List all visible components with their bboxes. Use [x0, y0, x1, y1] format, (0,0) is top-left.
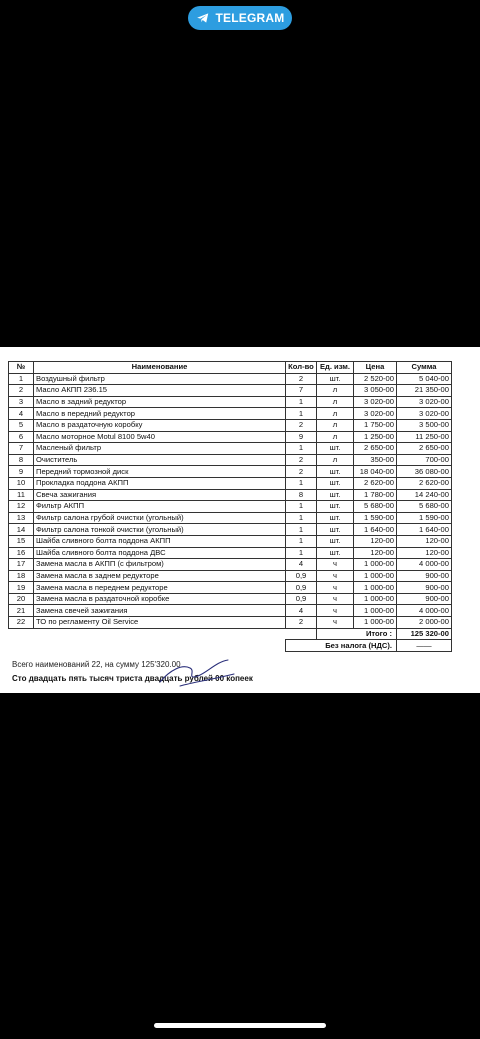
- cell-sum: 14 240-00: [397, 489, 452, 501]
- cell-num: 2: [9, 385, 34, 397]
- cell-sum: 3 020-00: [397, 396, 452, 408]
- cell-price: 1 000-00: [354, 617, 397, 629]
- cell-num: 14: [9, 524, 34, 536]
- cell-num: 18: [9, 570, 34, 582]
- cell-name: Очиститель: [34, 454, 286, 466]
- cell-qty: 1: [286, 443, 317, 455]
- cell-unit: ч: [317, 593, 354, 605]
- cell-price: 2 520-00: [354, 373, 397, 385]
- cell-sum: 21 350-00: [397, 385, 452, 397]
- cell-unit: л: [317, 419, 354, 431]
- cell-unit: шт.: [317, 477, 354, 489]
- summary-words-line: Сто двадцать пять тысяч триста двадцать рублей 00 копеек: [12, 674, 253, 683]
- cell-num: 17: [9, 559, 34, 571]
- table-row: [9, 559, 452, 571]
- cell-qty: 1: [286, 501, 317, 513]
- col-header-sum: Сумма: [397, 362, 452, 374]
- cell-price: 3 020-00: [354, 396, 397, 408]
- cell-price: 2 650-00: [354, 443, 397, 455]
- cell-price: 1 780-00: [354, 489, 397, 501]
- table-row: [9, 570, 452, 582]
- cell-sum: 3 500-00: [397, 419, 452, 431]
- cell-unit: шт.: [317, 466, 354, 478]
- table-row: [9, 535, 452, 547]
- cell-sum: 11 250-00: [397, 431, 452, 443]
- cell-unit: ч: [317, 617, 354, 629]
- cell-sum: 2 000-00: [397, 617, 452, 629]
- cell-qty: 2: [286, 419, 317, 431]
- cell-qty: 0,9: [286, 570, 317, 582]
- cell-qty: 4: [286, 559, 317, 571]
- table-row: [9, 547, 452, 559]
- cell-num: 19: [9, 582, 34, 594]
- cell-num: 3: [9, 396, 34, 408]
- cell-unit: шт.: [317, 547, 354, 559]
- table-row: [9, 396, 452, 408]
- cell-price: 120-00: [354, 535, 397, 547]
- cell-unit: ч: [317, 605, 354, 617]
- cell-qty: 7: [286, 385, 317, 397]
- table-row: [9, 454, 452, 466]
- cell-price: 1 000-00: [354, 570, 397, 582]
- table-row: [9, 408, 452, 420]
- cell-qty: 1: [286, 535, 317, 547]
- cell-name: Масло в раздаточную коробку: [34, 419, 286, 431]
- cell-sum: 1 590-00: [397, 512, 452, 524]
- table-row: [9, 466, 452, 478]
- cell-name: Масло моторное Motul 8100 5w40: [34, 431, 286, 443]
- table-row: [9, 385, 452, 397]
- cell-sum: 2 620-00: [397, 477, 452, 489]
- cell-name: Шайба сливного болта поддона АКПП: [34, 535, 286, 547]
- cell-name: Замена масла в раздаточной коробке: [34, 593, 286, 605]
- cell-unit: л: [317, 385, 354, 397]
- cell-sum: 700-00: [397, 454, 452, 466]
- cell-qty: 0,9: [286, 582, 317, 594]
- cell-num: 15: [9, 535, 34, 547]
- cell-price: 3 050-00: [354, 385, 397, 397]
- cell-num: 1: [9, 373, 34, 385]
- cell-unit: шт.: [317, 535, 354, 547]
- cell-price: 1 000-00: [354, 559, 397, 571]
- tax-row: [9, 640, 452, 652]
- cell-name: Воздушный фильтр: [34, 373, 286, 385]
- table-row: [9, 501, 452, 513]
- cell-qty: 2: [286, 466, 317, 478]
- cell-unit: л: [317, 431, 354, 443]
- table-row: [9, 477, 452, 489]
- cell-unit: шт.: [317, 524, 354, 536]
- cell-name: Замена масла в АКПП (с фильтром): [34, 559, 286, 571]
- cell-unit: л: [317, 408, 354, 420]
- table-row: [9, 489, 452, 501]
- total-row: [9, 628, 452, 640]
- cell-name: Фильтр салона тонкой очистки (угольный): [34, 524, 286, 536]
- cell-unit: шт.: [317, 501, 354, 513]
- cell-qty: 1: [286, 547, 317, 559]
- cell-num: 6: [9, 431, 34, 443]
- cell-qty: 8: [286, 489, 317, 501]
- cell-sum: 900-00: [397, 570, 452, 582]
- cell-name: Масленый фильтр: [34, 443, 286, 455]
- cell-sum: 36 080-00: [397, 466, 452, 478]
- cell-unit: ч: [317, 582, 354, 594]
- cell-unit: ч: [317, 570, 354, 582]
- cell-qty: 9: [286, 431, 317, 443]
- cell-sum: 2 650-00: [397, 443, 452, 455]
- cell-sum: 900-00: [397, 582, 452, 594]
- col-header-unit: Ед. изм.: [317, 362, 354, 374]
- cell-num: 20: [9, 593, 34, 605]
- cell-sum: 3 020-00: [397, 408, 452, 420]
- cell-sum: 5 040-00: [397, 373, 452, 385]
- table-row: [9, 593, 452, 605]
- cell-qty: 1: [286, 477, 317, 489]
- home-indicator[interactable]: [154, 1023, 326, 1028]
- cell-name: Масло в задний редуктор: [34, 396, 286, 408]
- cell-unit: шт.: [317, 373, 354, 385]
- cell-qty: 1: [286, 408, 317, 420]
- cell-name: Масло в передний редуктор: [34, 408, 286, 420]
- col-header-qty: Кол-во: [286, 362, 317, 374]
- invoice-table: [8, 361, 452, 652]
- total-label: Итого :: [317, 628, 397, 640]
- cell-price: 5 680-00: [354, 501, 397, 513]
- table-row: [9, 605, 452, 617]
- cell-sum: 120-00: [397, 535, 452, 547]
- cell-unit: л: [317, 454, 354, 466]
- table-row: [9, 443, 452, 455]
- cell-name: Передний тормозной диск: [34, 466, 286, 478]
- cell-qty: 4: [286, 605, 317, 617]
- telegram-badge[interactable]: [188, 6, 292, 30]
- cell-price: 18 040-00: [354, 466, 397, 478]
- cell-unit: шт.: [317, 489, 354, 501]
- cell-num: 9: [9, 466, 34, 478]
- cell-price: 1 000-00: [354, 593, 397, 605]
- cell-num: 22: [9, 617, 34, 629]
- col-header-price: Цена: [354, 362, 397, 374]
- cell-name: Замена масла в переднем редукторе: [34, 582, 286, 594]
- table-row: [9, 512, 452, 524]
- table-row: [9, 419, 452, 431]
- table-header-row: [9, 362, 452, 374]
- cell-qty: 1: [286, 524, 317, 536]
- cell-price: 1 590-00: [354, 512, 397, 524]
- cell-name: Фильтр АКПП: [34, 501, 286, 513]
- cell-sum: 1 640-00: [397, 524, 452, 536]
- cell-num: 13: [9, 512, 34, 524]
- cell-name: Замена масла в заднем редукторе: [34, 570, 286, 582]
- table-row: [9, 617, 452, 629]
- table-row: [9, 373, 452, 385]
- cell-name: Свеча зажигания: [34, 489, 286, 501]
- cell-price: 1 750-00: [354, 419, 397, 431]
- cell-name: Шайба сливного болта поддона ДВС: [34, 547, 286, 559]
- cell-sum: 4 000-00: [397, 559, 452, 571]
- cell-price: 120-00: [354, 547, 397, 559]
- telegram-badge-label: TELEGRAM: [215, 11, 285, 25]
- cell-qty: 2: [286, 617, 317, 629]
- cell-qty: 0,9: [286, 593, 317, 605]
- cell-price: 1 640-00: [354, 524, 397, 536]
- summary-count-line: Всего наименований 22, на сумму 125'320.00: [12, 660, 181, 669]
- col-header-name: Наименование: [34, 362, 286, 374]
- cell-num: 10: [9, 477, 34, 489]
- cell-unit: ч: [317, 559, 354, 571]
- cell-num: 16: [9, 547, 34, 559]
- cell-name: Фильтр салона грубой очистки (угольный): [34, 512, 286, 524]
- cell-name: ТО по регламенту Oil Service: [34, 617, 286, 629]
- table-row: [9, 582, 452, 594]
- cell-price: 2 620-00: [354, 477, 397, 489]
- cell-name: Прокладка поддона АКПП: [34, 477, 286, 489]
- col-header-num: №: [9, 362, 34, 374]
- cell-price: 350-00: [354, 454, 397, 466]
- cell-price: 1 250-00: [354, 431, 397, 443]
- cell-sum: 5 680-00: [397, 501, 452, 513]
- cell-num: 7: [9, 443, 34, 455]
- cell-qty: 1: [286, 396, 317, 408]
- cell-unit: шт.: [317, 512, 354, 524]
- cell-sum: 4 000-00: [397, 605, 452, 617]
- cell-unit: л: [317, 396, 354, 408]
- table-row: [9, 524, 452, 536]
- cell-price: 3 020-00: [354, 408, 397, 420]
- cell-sum: 120-00: [397, 547, 452, 559]
- cell-num: 21: [9, 605, 34, 617]
- cell-name: Замена свечей зажигания: [34, 605, 286, 617]
- cell-num: 8: [9, 454, 34, 466]
- cell-qty: 2: [286, 454, 317, 466]
- cell-price: 1 000-00: [354, 582, 397, 594]
- total-value: 125 320-00: [397, 628, 452, 640]
- cell-qty: 2: [286, 373, 317, 385]
- signature-scribble: [150, 652, 240, 692]
- tax-value: ——: [397, 640, 452, 652]
- cell-sum: 900-00: [397, 593, 452, 605]
- tax-label: Без налога (НДС).: [286, 640, 397, 652]
- cell-num: 5: [9, 419, 34, 431]
- cell-num: 12: [9, 501, 34, 513]
- telegram-plane-icon: [196, 11, 210, 25]
- cell-num: 11: [9, 489, 34, 501]
- cell-name: Масло АКПП 236.15: [34, 385, 286, 397]
- invoice-document: [0, 347, 480, 693]
- table-row: [9, 431, 452, 443]
- cell-unit: шт.: [317, 443, 354, 455]
- cell-qty: 1: [286, 512, 317, 524]
- cell-num: 4: [9, 408, 34, 420]
- cell-price: 1 000-00: [354, 605, 397, 617]
